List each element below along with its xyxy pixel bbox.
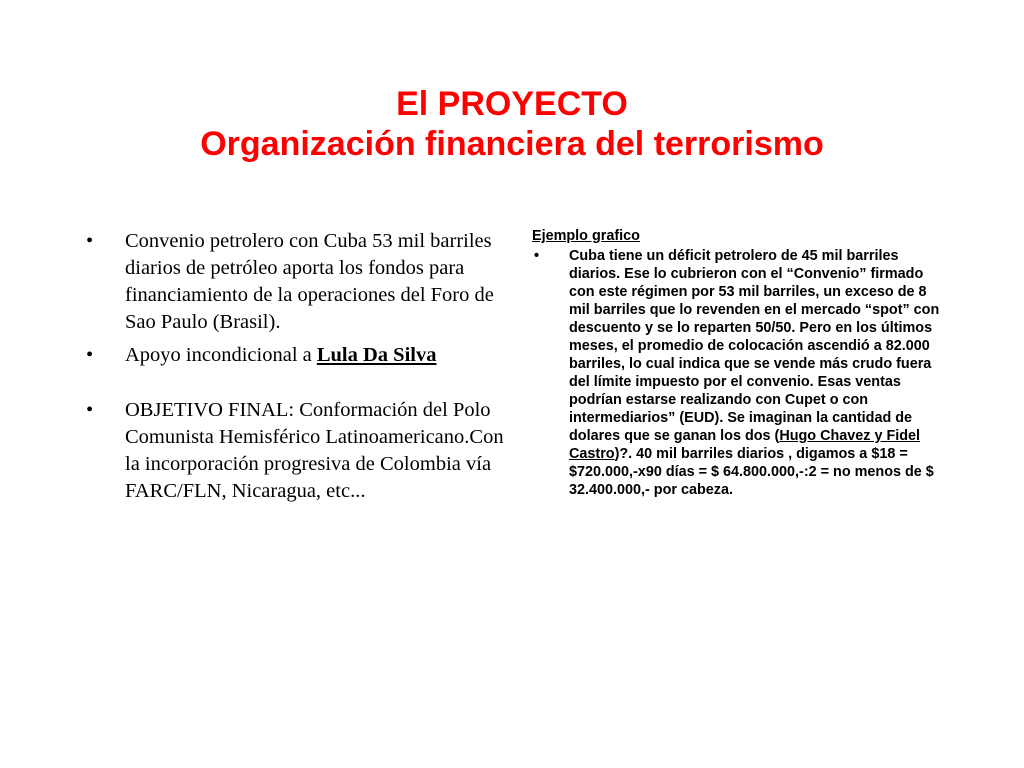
left-bullet-item-2 — [84, 342, 504, 369]
title-line-1: El PROYECTO — [396, 85, 628, 123]
example-heading: Ejemplo grafico — [532, 228, 640, 244]
slide-title — [0, 84, 1024, 164]
right-example-box — [532, 227, 942, 499]
bullet-icon: • — [86, 399, 94, 421]
bullet-icon: • — [86, 230, 94, 252]
lula-da-silva-link[interactable]: Lula Da Silva — [316, 344, 437, 366]
left-bullet-item-3 — [84, 397, 504, 505]
bullet-icon: • — [86, 344, 94, 366]
title-line-2: Organización financiera del terrorismo — [200, 125, 824, 163]
hugo-chavez-fidel-castro-link[interactable]: Hugo Chavez y Fidel Castro — [569, 428, 921, 462]
bullet-icon: • — [534, 248, 540, 264]
right-text-part-1: Cuba tiene un déficit petrolero de 45 mil barriles diarios. Ese lo cubrieron con el “Convenio” firmado con este régimen por 53 mil barriles, un exceso de 8 mil barriles que lo revenden en el mercado “spot” con descuento y se lo reparten 50/50. Pero en los últimos meses, el promedio de colocación ascendió a 82.000 barriles, lo cual indica que se vende más crudo fuera del límite impuesto por el convenio. Esas ventas podrían estarse realizando con Cupet o con intermediarios” (EUD). Se imaginan la cantidad de dolares que se ganan los dos ( — [569, 248, 940, 444]
left-bullet-item-1 — [84, 228, 504, 336]
left-bullet-text-3: OBJETIVO FINAL: Conformación del Polo Comunista Hemisférico Latinoamericano.Con la incorporación progresiva de Colombia vía FARC/FLN, Nicaragua, etc... — [125, 399, 504, 502]
left-bullet-list — [84, 228, 504, 511]
right-bullet-item — [532, 247, 942, 499]
left-bullet-text-1: Convenio petrolero con Cuba 53 mil barriles diarios de petróleo aporta los fondos para financiamiento de la operaciones del Foro de Sao Paulo (Brasil). — [125, 230, 494, 333]
right-text-part-2: )?. 40 mil barriles diarios , digamos a $18 = $720.000,-x90 días = $ 64.800.000,-:2 = no menos de $ 32.400.000,- por cabeza. — [569, 446, 934, 498]
left-bullet-text-2: Apoyo incondicional a — [125, 344, 317, 366]
